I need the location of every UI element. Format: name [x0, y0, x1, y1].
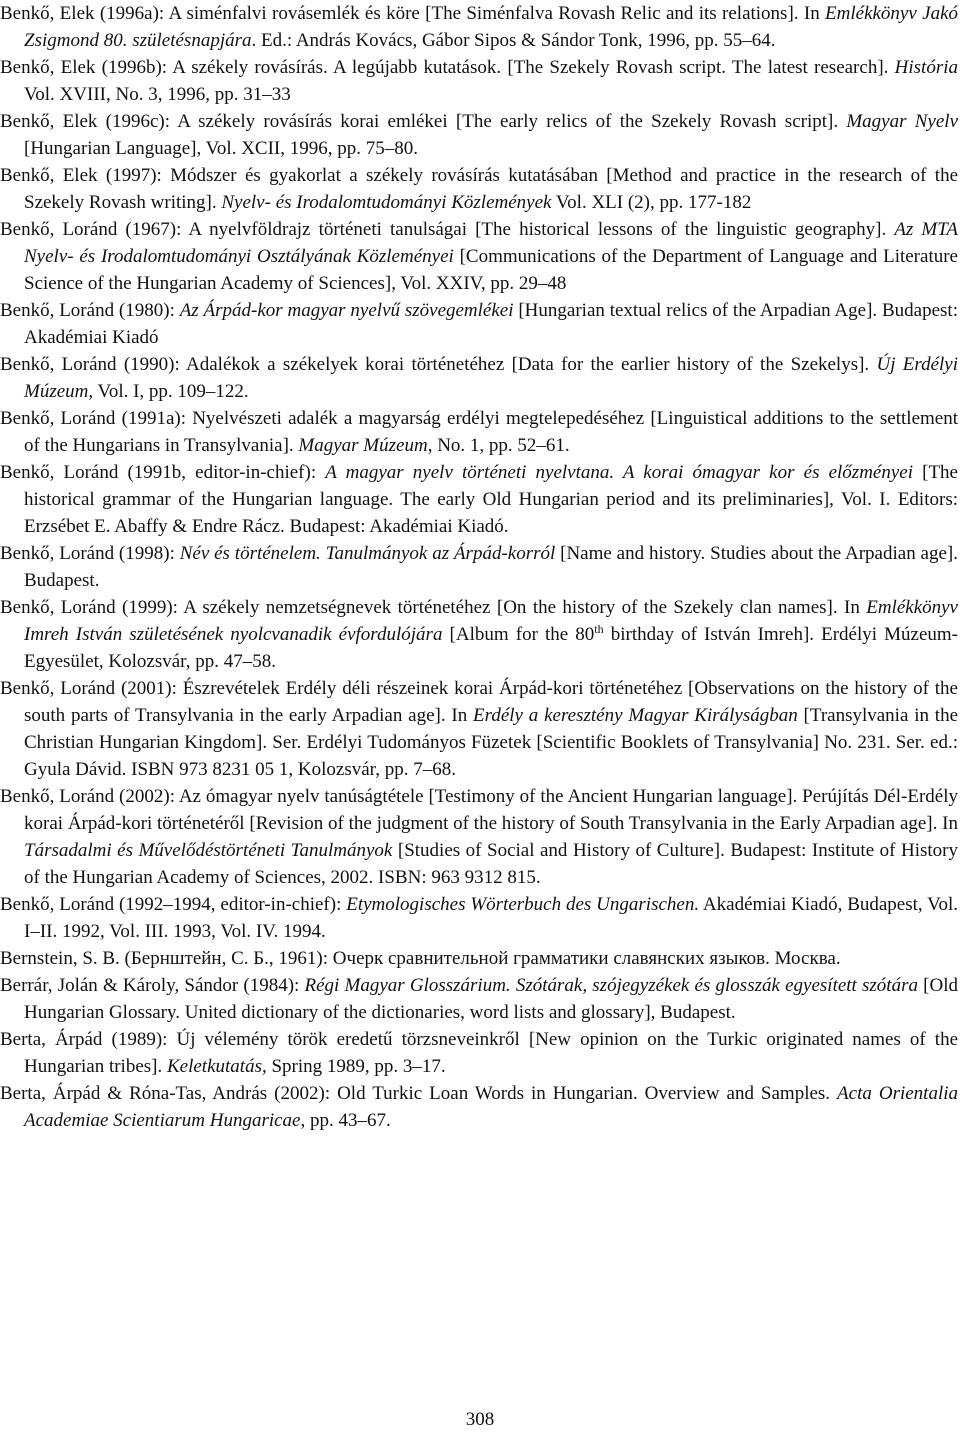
- entry-text: Benkő, Elek (1997): Módszer és gyakorlat a székely rovásírás kutatásában [Method and practice in the research of the Szekely Rovash writing].: [0, 165, 958, 213]
- entry-text: [Old Hungarian Glossary. United dictionary of the dictionaries, word lists and glossary], Budapest.: [24, 975, 958, 1023]
- entry-text: Benkő, Loránd (1990): Adalékok a székelyek korai történetéhez [Data for the earlier history of the Szekelys].: [0, 354, 877, 375]
- bibliography-entry: [0, 945, 958, 972]
- entry-text: Vol. XVIII, No. 3, 1996, pp. 31–33: [24, 84, 291, 105]
- entry-text: [Album for the 80: [442, 624, 595, 645]
- entry-text: [Communications of the Department of Language and Literature Science of the Hungarian Academy of Sciences], Vol. XXIV, pp. 29–48: [24, 246, 958, 294]
- italic-title: Etymologisches Wörterbuch des Ungarischen.: [346, 894, 700, 915]
- entry-text: [Studies of Social and History of Culture]. Budapest: Institute of History of the Hungarian Academy of Sciences, 2002. ISBN: 963 9312 815.: [24, 840, 958, 888]
- bibliography-entry: [0, 0, 958, 54]
- bibliography-entry: [0, 162, 958, 216]
- entry-text: Berta, Árpád (1989): Új vélemény török eredetű törzsneveinkről [New opinion on the Turkic originated names of the Hungarian tribes].: [0, 1029, 958, 1077]
- bibliography-entry: [0, 459, 958, 540]
- entry-text: , No. 1, pp. 52–61.: [427, 435, 570, 456]
- bibliography-entry: [0, 1080, 958, 1134]
- italic-title: Nyelv- és Irodalomtudományi Közlemények: [221, 192, 552, 213]
- entry-text: Benkő, Loránd (1991b, editor-in-chief):: [0, 462, 326, 483]
- bibliography-entry: [0, 594, 958, 675]
- bibliography-entry: [0, 216, 958, 297]
- entry-text: Berrár, Jolán & Károly, Sándor (1984):: [0, 975, 305, 996]
- italic-title: Új Erdélyi Múzeum: [24, 354, 959, 402]
- bibliography-entry: [0, 891, 958, 945]
- entry-text: Benkő, Loránd (1980):: [0, 300, 180, 321]
- entry-text: , Vol. I, pp. 109–122.: [88, 381, 249, 402]
- italic-title: História: [894, 57, 958, 78]
- bibliography-entry: [0, 351, 958, 405]
- bibliography-entry: [0, 675, 958, 783]
- entry-text: Benkő, Loránd (1998):: [0, 543, 180, 564]
- entry-text: Benkő, Loránd (1999): A székely nemzetségnevek történetéhez [On the history of the Szekely clan names]. In: [0, 597, 867, 618]
- italic-title: A magyar nyelv történeti nyelvtana. A korai ómagyar kor és előzményei: [325, 462, 913, 483]
- italic-title: Az MTA Nyelv- és Irodalomtudományi Osztályának Közleményei: [24, 219, 959, 267]
- bibliography-entry: [0, 108, 958, 162]
- bibliography-entry: [0, 1026, 958, 1080]
- entry-text: Benkő, Loránd (1992–1994, editor-in-chief):: [0, 894, 347, 915]
- entry-text: Benkő, Loránd (1991a): Nyelvészeti adalék a magyarság erdélyi megtelepedéséhez [Linguistical additions to the settlement of the Hungarians in Transylvania].: [0, 408, 958, 456]
- entry-text: , pp. 43–67.: [300, 1110, 391, 1131]
- page-number: 308: [465, 1409, 495, 1430]
- entry-text: Berta, Árpád & Róna-Tas, András (2002): Old Turkic Loan Words in Hungarian. Overview and Samples.: [0, 1083, 838, 1104]
- entry-text: [The historical grammar of the Hungarian language. The early Old Hungarian period and its preliminaries], Vol. I. Editors: Erzsébet E. Abaffy & Endre Rácz. Budapest: Akadémiai Kiadó.: [24, 462, 958, 537]
- bibliography-entry: [0, 54, 958, 108]
- superscript: th: [594, 622, 604, 636]
- italic-title: Társadalmi és Művelődéstörténeti Tanulmányok: [24, 840, 393, 861]
- italic-title: Erdély a keresztény Magyar Királyságban: [473, 705, 798, 726]
- entry-text: Vol. XLI (2), pp. 177-182: [551, 192, 752, 213]
- entry-text: Akadémiai Kiadó, Budapest, Vol. I–II. 1992, Vol. III. 1993, Vol. IV. 1994.: [24, 894, 958, 942]
- bibliography-entry: [0, 405, 958, 459]
- entry-text: Benkő, Elek (1996c): A székely rovásírás korai emlékei [The early relics of the Szekely Rovash script].: [0, 111, 847, 132]
- bibliography-entry: [0, 297, 958, 351]
- entry-text: [Hungarian Language], Vol. XCII, 1996, pp. 75–80.: [24, 138, 419, 159]
- entry-text: Bernstein, S. B. (Бернштейн, С. Б., 1961): Очерк сравнительной грамматики славянских языков. Москва.: [0, 948, 841, 969]
- italic-title: Régi Magyar Glosszárium. Szótárak, szójegyzékek és glosszák egyesített szótára: [304, 975, 918, 996]
- entry-text: . Ed.: András Kovács, Gábor Sipos & Sándor Tonk, 1996, pp. 55–64.: [251, 30, 776, 51]
- entry-text: [Transylvania in the Christian Hungarian Kingdom]. Ser. Erdélyi Tudományos Füzetek [Scientific Booklets of Transylvania] No. 231. Ser. ed.: Gyula Dávid. ISBN 973 8231 05 1, Kolozsvár, pp. 7–68.: [24, 705, 959, 780]
- italic-title: Magyar Múzeum: [298, 435, 428, 456]
- italic-title: Az Árpád-kor magyar nyelvű szövegemlékei: [179, 300, 514, 321]
- italic-title: Acta Orientalia Academiae Scientiarum Hungaricae: [24, 1083, 959, 1131]
- italic-title: Név és történelem. Tanulmányok az Árpád-korról: [179, 543, 556, 564]
- entry-text: Benkő, Loránd (1967): A nyelvföldrajz történeti tanulságai [The historical lessons of the linguistic geography].: [0, 219, 895, 240]
- bibliography-entry: [0, 540, 958, 594]
- entry-text: birthday of István Imreh]. Erdélyi Múzeum-Egyesület, Kolozsvár, pp. 47–58.: [24, 624, 958, 672]
- entry-text: Benkő, Elek (1996b): A székely rovásírás. A legújabb kutatások. [The Szekely Rovash script. The latest research].: [0, 57, 895, 78]
- italic-title: Emlékkönyv Jakó Zsigmond 80. születésnapjára: [24, 3, 958, 51]
- bibliography-entry: [0, 972, 958, 1026]
- italic-title: Magyar Nyelv: [846, 111, 958, 132]
- entry-text: Benkő, Loránd (2002): Az ómagyar nyelv tanúságtétele [Testimony of the Ancient Hungarian language]. Perújítás Dél-Erdély korai Árpád-kori történetéről [Revision of the judgment of the history of South Transylvania in the Early Arpadian age]. In: [0, 786, 958, 834]
- entry-text: Benkő, Elek (1996a): A siménfalvi rovásemlék és köre [The Siménfalva Rovash Relic and its relations]. In: [0, 3, 826, 24]
- entry-text: [Name and history. Studies about the Arpadian age]. Budapest.: [24, 543, 959, 591]
- italic-title: Keletkutatás: [166, 1056, 262, 1077]
- bibliography-entry: [0, 783, 958, 891]
- entry-text: Benkő, Loránd (2001): Észrevételek Erdély déli részeinek korai Árpád-kori történetéhez [Observations on the history of the south parts of Transylvania in the early Arpadian age]. In: [0, 678, 958, 726]
- entry-text: , Spring 1989, pp. 3–17.: [261, 1056, 446, 1077]
- entry-text: [Hungarian textual relics of the Arpadian Age]. Budapest: Akadémiai Kiadó: [24, 300, 958, 348]
- italic-title: Emlékkönyv Imreh István születésének nyolcvanadik évfordulójára: [24, 597, 958, 645]
